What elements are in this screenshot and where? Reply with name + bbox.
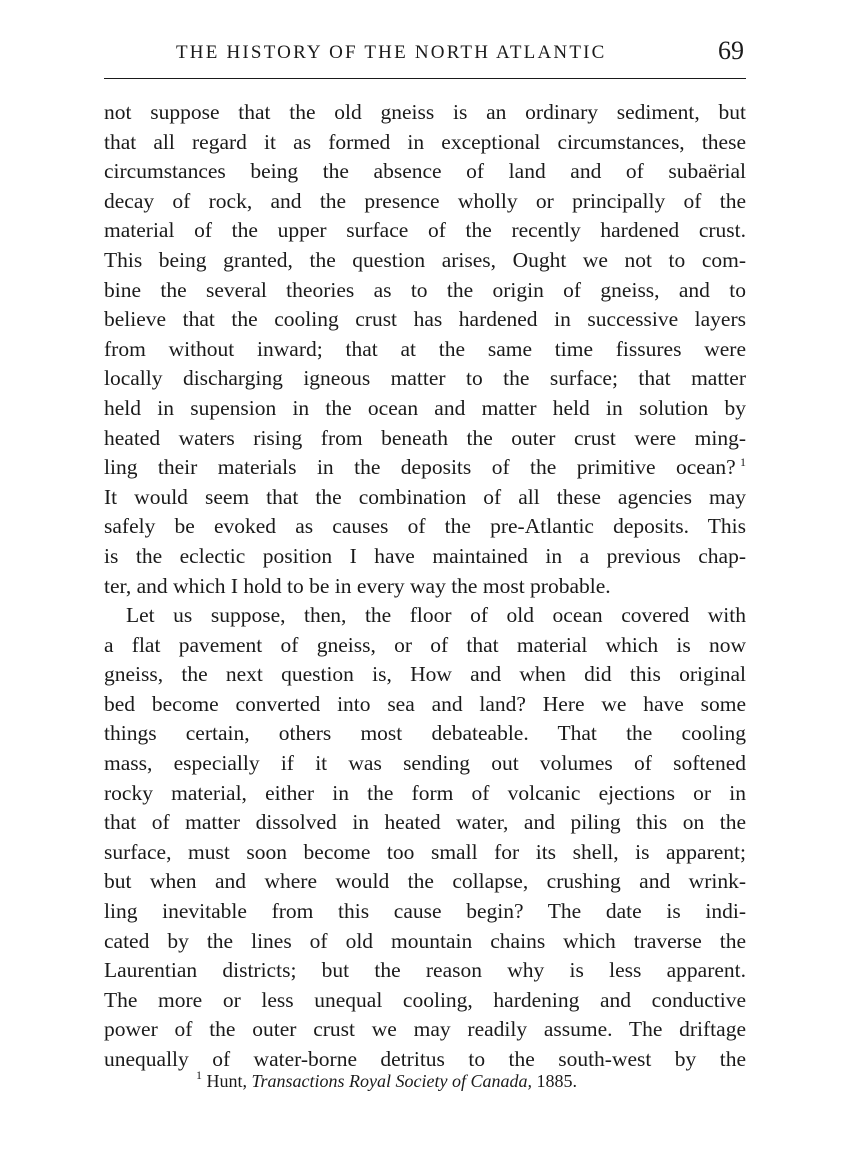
text-line: not suppose that the old gneiss is an ordinary sediment, but <box>104 100 746 124</box>
footnote-marker: 1 <box>196 1068 202 1082</box>
text-line: is the eclectic position I have maintained in a previous chap- <box>104 543 746 568</box>
text-line: Let us suppose, then, the floor of old ocean covered with <box>126 603 746 628</box>
text-line: bed become converted into sea and land? Here we have some <box>104 691 746 716</box>
header-rule <box>104 78 746 79</box>
text-line-with-footnote-ref <box>104 453 746 483</box>
text-line-content: ling their materials in the deposits of the primitive ocean? <box>104 455 736 480</box>
text-line: gneiss, the next question is, How and when did this original <box>104 662 746 687</box>
footnote-author: Hunt, <box>206 1071 247 1091</box>
page-number: 69 <box>718 36 744 65</box>
text-line: things certain, others most debateable. That the cooling <box>104 721 746 746</box>
text-line: material of the upper surface of the recently hardened crust. <box>104 218 746 243</box>
text-line: from without inward; that at the same time fissures were <box>104 336 746 361</box>
page-header <box>104 36 746 70</box>
footnote-title: Transactions Royal Society of Canada, <box>251 1071 532 1091</box>
text-line: circumstances being the absence of land and of subaërial <box>104 159 746 184</box>
footnote-year: 1885. <box>536 1071 577 1091</box>
text-line: The more or less unequal cooling, hardening and conductive <box>104 987 746 1012</box>
text-line: It would seem that the combination of all these agencies may <box>104 484 746 509</box>
text-line: rocky material, either in the form of volcanic ejections or in <box>104 780 746 805</box>
text-line: that all regard it as formed in exceptional circumstances, these <box>104 129 746 154</box>
text-line: decay of rock, and the presence wholly or principally of the <box>104 188 746 213</box>
text-line: ling inevitable from this cause begin? The date is indi- <box>104 899 746 924</box>
text-line: but when and where would the collapse, crushing and wrink- <box>104 869 746 894</box>
body-text <box>104 98 746 1075</box>
text-line: surface, must soon become too small for its shell, is apparent; <box>104 839 746 864</box>
text-line: that of matter dissolved in heated water, and piling this on the <box>104 810 746 835</box>
text-line: cated by the lines of old mountain chains which traverse the <box>104 928 746 953</box>
text-line: safely be evoked as causes of the pre-Atlantic deposits. This <box>104 514 746 539</box>
text-line: power of the outer crust we may readily assume. The driftage <box>104 1017 746 1042</box>
text-line: ter, and which I hold to be in every way the most probable. <box>104 573 611 598</box>
text-line: locally discharging igneous matter to the surface; that matter <box>104 366 746 391</box>
text-line: a flat pavement of gneiss, or of that material which is now <box>104 632 746 657</box>
text-line: heated waters rising from beneath the outer crust were ming- <box>104 425 746 450</box>
text-line: mass, especially if it was sending out volumes of softened <box>104 751 746 776</box>
text-line: Laurentian districts; but the reason why is less apparent. <box>104 958 746 983</box>
text-line: unequally of water-borne detritus to the south-west by the <box>104 1047 746 1071</box>
running-head: THE HISTORY OF THE NORTH ATLANTIC <box>176 42 607 63</box>
footnote <box>196 1068 577 1094</box>
text-line: held in supension in the ocean and matter held in solution by <box>104 395 746 420</box>
text-line: This being granted, the question arises, Ought we not to com- <box>104 247 746 272</box>
text-line: believe that the cooling crust has hardened in successive layers <box>104 307 746 332</box>
footnote-reference: 1 <box>740 455 746 470</box>
text-line: bine the several theories as to the origin of gneiss, and to <box>104 277 746 302</box>
